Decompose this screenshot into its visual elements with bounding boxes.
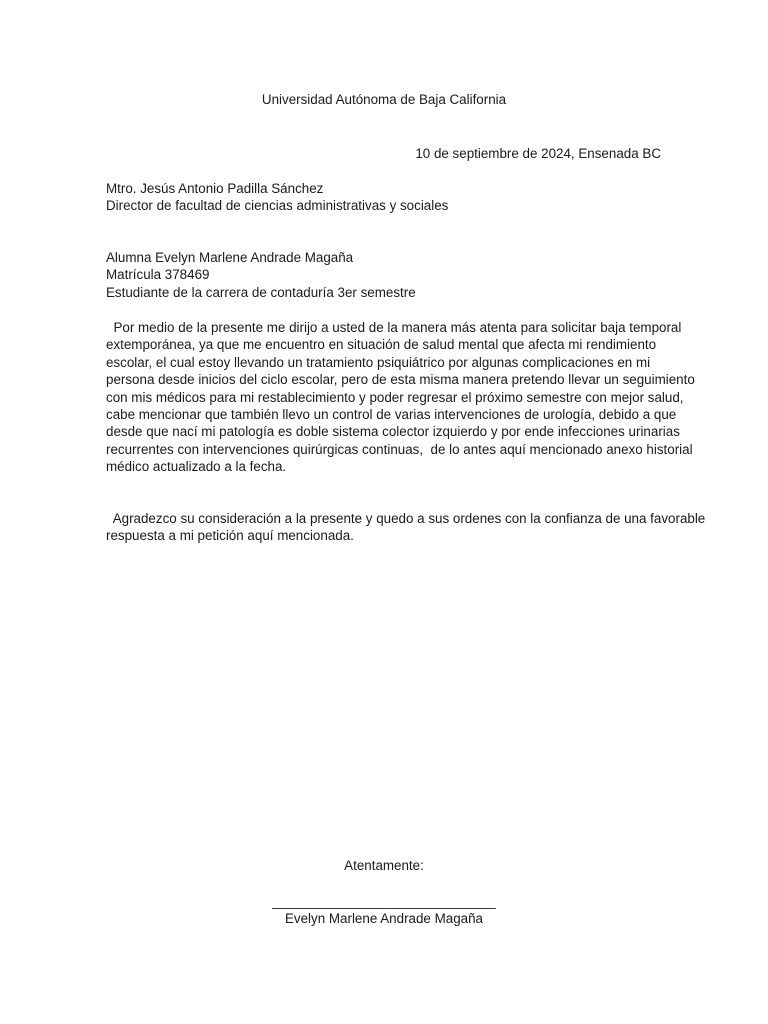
paragraph-line: Por medio de la presente me dirijo a usted de la manera más atenta para solicitar baja temporal	[106, 320, 682, 335]
recipient-title: Director de facultad de ciencias administrativas y sociales	[106, 198, 449, 213]
sender-name: Alumna Evelyn Marlene Andrade Magaña	[106, 250, 354, 265]
paragraph-line: Agradezco su consideración a la presente y quedo a sus ordenes con la confianza de una favorable	[106, 511, 706, 526]
paragraph-line: escolar, el cual estoy llevando un tratamiento psiquiátrico por algunas complicaciones en mi	[106, 354, 651, 370]
sender-id: Matrícula 378469	[106, 267, 210, 282]
body-paragraph-1	[106, 319, 695, 476]
paragraph-line: cabe mencionar que también llevo un control de varias intervenciones de urología, debido a que	[106, 407, 677, 423]
closing-salutation: Atentamente:	[344, 858, 424, 873]
sender-program: Estudiante de la carrera de contaduría 3er semestre	[106, 285, 416, 300]
institution-header: Universidad Autónoma de Baja California	[261, 92, 507, 107]
paragraph-line: persona desde inicios del ciclo escolar, pero de esta misma manera pretendo llevar un seguimiento	[106, 372, 695, 388]
body-paragraph-2	[106, 510, 706, 545]
signature-line: ______________________________	[272, 894, 496, 909]
paragraph-line: extemporánea, ya que me encuentro en situación de salud mental que afecta mi rendimiento	[106, 337, 657, 353]
paragraph-line: con mis médicos para mi restablecimiento y poder regresar el próximo semestre con mejor salud,	[106, 389, 684, 405]
paragraph-line: médico actualizado a la fecha.	[106, 459, 287, 475]
recipient-name: Mtro. Jesús Antonio Padilla Sánchez	[106, 181, 324, 196]
paragraph-line: recurrentes con intervenciones quirúrgicas continuas, de lo antes aquí mencionado anexo historial	[106, 441, 693, 457]
signer-name: Evelyn Marlene Andrade Magaña	[284, 911, 483, 926]
date-line: 10 de septiembre de 2024, Ensenada BC	[415, 146, 661, 161]
paragraph-line: respuesta a mi petición aquí mencionada.	[106, 528, 354, 544]
paragraph-line: desde que nací mi patología es doble sistema colector izquierdo y por ende infecciones urinarias	[106, 424, 680, 440]
